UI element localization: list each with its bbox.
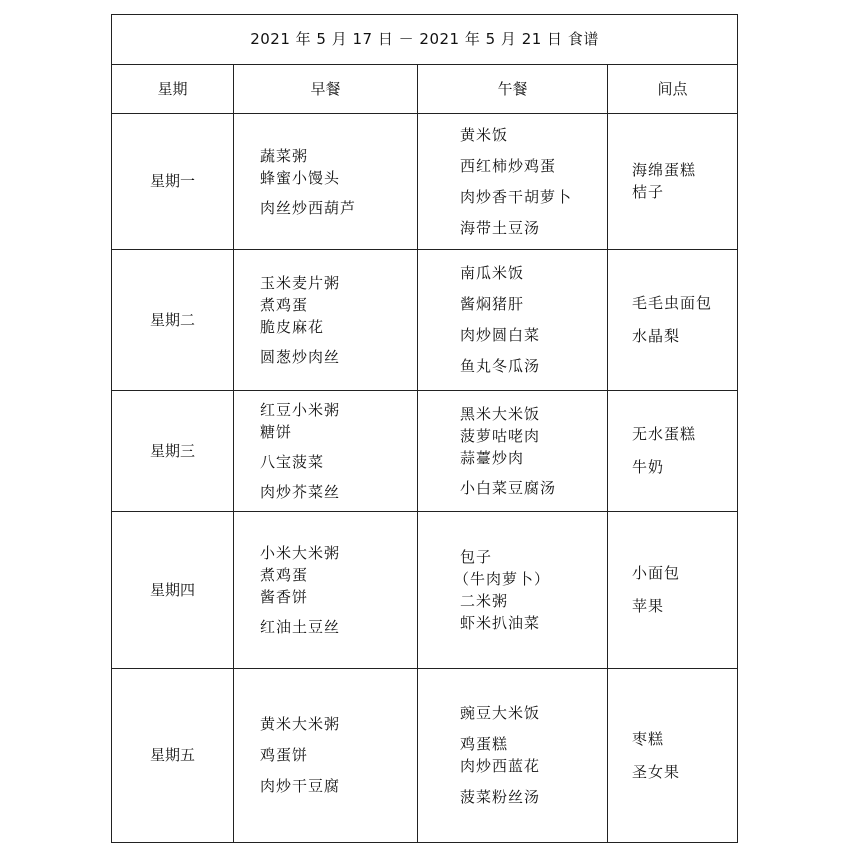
lunch-item: 西红柿炒鸡蛋	[460, 156, 557, 175]
snack-cell	[608, 114, 738, 250]
snack-item: 牛奶	[632, 458, 665, 476]
snack-item: 枣糕	[632, 729, 665, 748]
header-lunch: 午餐	[418, 65, 608, 114]
day-row-wednesday	[112, 391, 738, 512]
lunch-item: 虾米扒油菜	[460, 613, 541, 632]
breakfast-item: 八宝菠菜	[260, 452, 325, 471]
day-label: 星期五	[112, 669, 234, 843]
menu-table	[111, 14, 738, 843]
lunch-item: 肉炒香干胡萝卜	[460, 187, 573, 206]
day-row-friday	[112, 669, 738, 843]
lunch-item: 菠萝咕咾肉	[460, 426, 541, 445]
breakfast-item: 煮鸡蛋	[260, 565, 309, 584]
day-row-monday	[112, 114, 738, 250]
lunch-item: 鸡蛋糕	[460, 735, 509, 753]
day-label: 星期三	[112, 391, 234, 512]
lunch-item: 肉炒圆白菜	[460, 326, 541, 344]
lunch-item: 豌豆大米饭	[460, 704, 541, 722]
day-row-thursday	[112, 512, 738, 669]
lunch-cell	[418, 512, 608, 669]
breakfast-item: 小米大米粥	[260, 543, 341, 562]
snack-item: 圣女果	[632, 762, 681, 781]
menu-title: 2021 年 5 月 17 日 － 2021 年 5 月 21 日 食谱	[112, 15, 738, 65]
snack-item: 毛毛虫面包	[632, 294, 713, 312]
header-breakfast: 早餐	[234, 65, 418, 114]
lunch-item: 海带土豆汤	[460, 218, 541, 237]
breakfast-item: 肉炒芥菜丝	[260, 482, 341, 501]
lunch-item: 酱焖猪肝	[460, 295, 525, 313]
breakfast-item: 煮鸡蛋	[260, 295, 309, 314]
snack-item: 无水蛋糕	[632, 425, 697, 443]
breakfast-item: 糖饼	[260, 422, 293, 441]
day-label: 星期四	[112, 512, 234, 669]
snack-item: 苹果	[632, 597, 665, 615]
breakfast-item: 蔬菜粥	[260, 147, 309, 165]
breakfast-cell	[234, 114, 418, 250]
lunch-cell	[418, 114, 608, 250]
lunch-item: 南瓜米饭	[460, 264, 525, 282]
day-label: 星期一	[112, 114, 234, 250]
lunch-item: 包子	[460, 547, 493, 566]
lunch-item: （牛肉萝卜）	[454, 569, 551, 588]
breakfast-cell	[234, 669, 418, 843]
breakfast-cell	[234, 512, 418, 669]
lunch-item: 肉炒西蓝花	[460, 757, 541, 775]
snack-item: 海绵蛋糕	[632, 161, 697, 179]
lunch-item: 菠菜粉丝汤	[460, 788, 541, 806]
snack-cell	[608, 512, 738, 669]
lunch-cell	[418, 669, 608, 843]
lunch-cell	[418, 391, 608, 512]
snack-item: 桔子	[632, 183, 665, 201]
snack-cell	[608, 250, 738, 391]
breakfast-item: 圆葱炒肉丝	[260, 347, 341, 366]
header-day: 星期	[112, 65, 234, 114]
lunch-cell	[418, 250, 608, 391]
breakfast-item: 蜂蜜小馒头	[260, 169, 341, 187]
breakfast-item: 脆皮麻花	[260, 317, 325, 336]
lunch-item: 二米粥	[460, 591, 509, 610]
breakfast-item: 红油土豆丝	[260, 617, 341, 636]
breakfast-item: 肉炒干豆腐	[260, 777, 341, 795]
lunch-item: 蒜薹炒肉	[460, 448, 525, 467]
lunch-item: 黑米大米饭	[460, 404, 541, 423]
snack-item: 水晶梨	[632, 327, 681, 345]
breakfast-item: 玉米麦片粥	[260, 273, 341, 292]
breakfast-cell	[234, 391, 418, 512]
breakfast-item: 酱香饼	[260, 587, 309, 606]
day-label: 星期二	[112, 250, 234, 391]
breakfast-item: 黄米大米粥	[260, 715, 341, 733]
breakfast-item: 肉丝炒西葫芦	[260, 199, 357, 217]
snack-item: 小面包	[632, 564, 681, 582]
breakfast-item: 红豆小米粥	[260, 400, 341, 419]
breakfast-cell	[234, 250, 418, 391]
lunch-item: 黄米饭	[460, 125, 509, 144]
snack-cell	[608, 669, 738, 843]
lunch-item: 鱼丸冬瓜汤	[460, 357, 541, 375]
snack-cell	[608, 391, 738, 512]
day-row-tuesday	[112, 250, 738, 391]
breakfast-item: 鸡蛋饼	[260, 746, 309, 764]
header-snack: 间点	[608, 65, 738, 114]
lunch-item: 小白菜豆腐汤	[460, 478, 557, 497]
